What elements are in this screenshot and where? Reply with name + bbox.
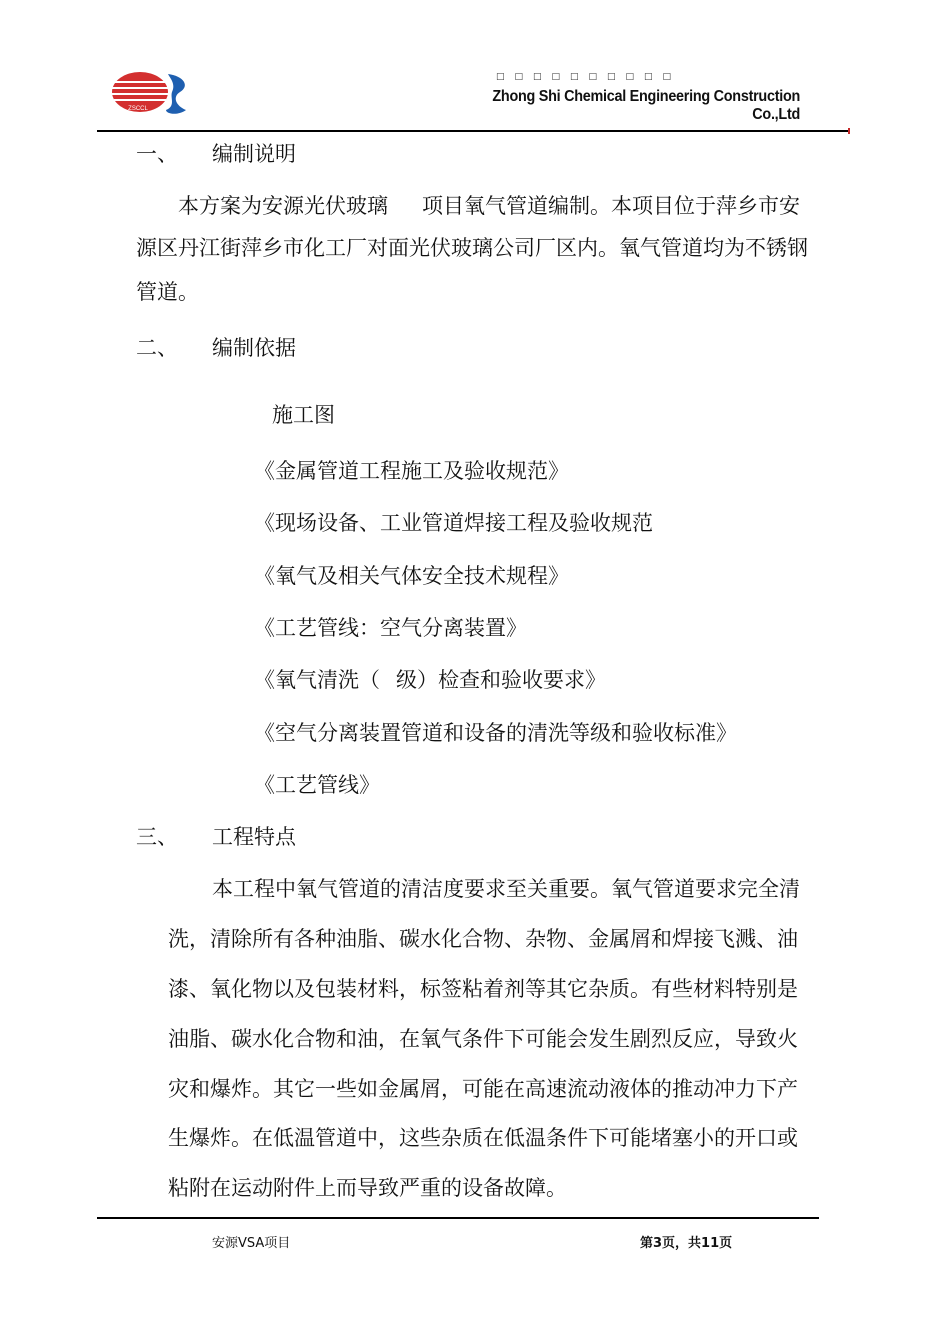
reference-item: 《工艺管线：空气分离装置》 [254,616,527,640]
reference-item: 施工图 [272,403,335,427]
section-3-heading [136,823,296,851]
section-1-text-b: 项目氧气管道编制。本项目位于萍乡市安 [422,194,800,218]
footer-project-name: 安源VSA项目 [212,1236,291,1251]
section-3-line: 粘附在运动附件上而导致严重的设备故障。 [168,1176,567,1200]
section-3-title: 工程特点 [212,825,296,849]
footer-page-number: 第3页，共11页 [640,1236,733,1251]
reference-item: 《金属管道工程施工及验收规范》 [254,459,569,483]
section-1-paragraph-line-3: 管道。 [136,280,199,304]
header-divider [97,130,849,132]
reference-item: 《氧气及相关气体安全技术规程》 [254,564,569,588]
section-3-number: 三、 [136,825,178,849]
section-1-paragraph-line-1 [178,192,800,220]
section-3-line: 漆、氧化物以及包装材料，标签粘着剂等其它杂质。有些材料特别是 [168,977,798,1001]
logo-blue-swoosh [166,74,186,114]
reference-item-part-a: 《氧气清洗（ [254,668,380,692]
section-3-line: 洗，清除所有各种油脂、碳水化合物、杂物、金属屑和焊接飞溅、油 [168,927,798,951]
section-3-line: 本工程中氧气管道的清洁度要求至关重要。氧气管道要求完全清 [212,877,800,901]
section-1-title: 编制说明 [212,142,296,166]
section-2-heading [136,334,296,362]
header-divider-mark [848,128,850,134]
logo-text: ZSCCL [128,106,148,112]
section-2-title: 编制依据 [212,336,296,360]
company-name-en: Zhong Shi Chemical Engineering Construction Co.,Ltd [492,88,800,123]
section-1-paragraph-line-2: 源区丹江街萍乡市化工厂对面光伏玻璃公司厂区内。氧气管道均为不锈钢 [136,236,808,260]
reference-item-part-b: 级）检查和验收要求》 [396,668,606,692]
company-name-cn: □□□□□□□□□□ [496,72,682,82]
section-3-line: 油脂、碳水化合物和油，在氧气条件下可能会发生剧烈反应，导致火 [168,1027,798,1051]
section-2-number: 二、 [136,336,178,360]
section-3-line: 灾和爆炸。其它一些如金属屑，可能在高速流动液体的推动冲力下产 [168,1077,798,1101]
section-1-text-a: 本方案为安源光伏玻璃 [178,194,388,218]
section-1-number: 一、 [136,142,178,166]
section-3-line: 生爆炸。在低温管道中，这些杂质在低温条件下可能堵塞小的开口或 [168,1126,798,1150]
section-1-heading [136,140,296,168]
company-logo [110,66,194,118]
reference-item [254,666,606,694]
reference-item: 《工艺管线》 [254,773,380,797]
reference-item: 《空气分离装置管道和设备的清洗等级和验收标准》 [254,721,737,745]
footer-divider [97,1217,819,1219]
reference-item: 《现场设备、工业管道焊接工程及验收规范 [254,511,653,535]
